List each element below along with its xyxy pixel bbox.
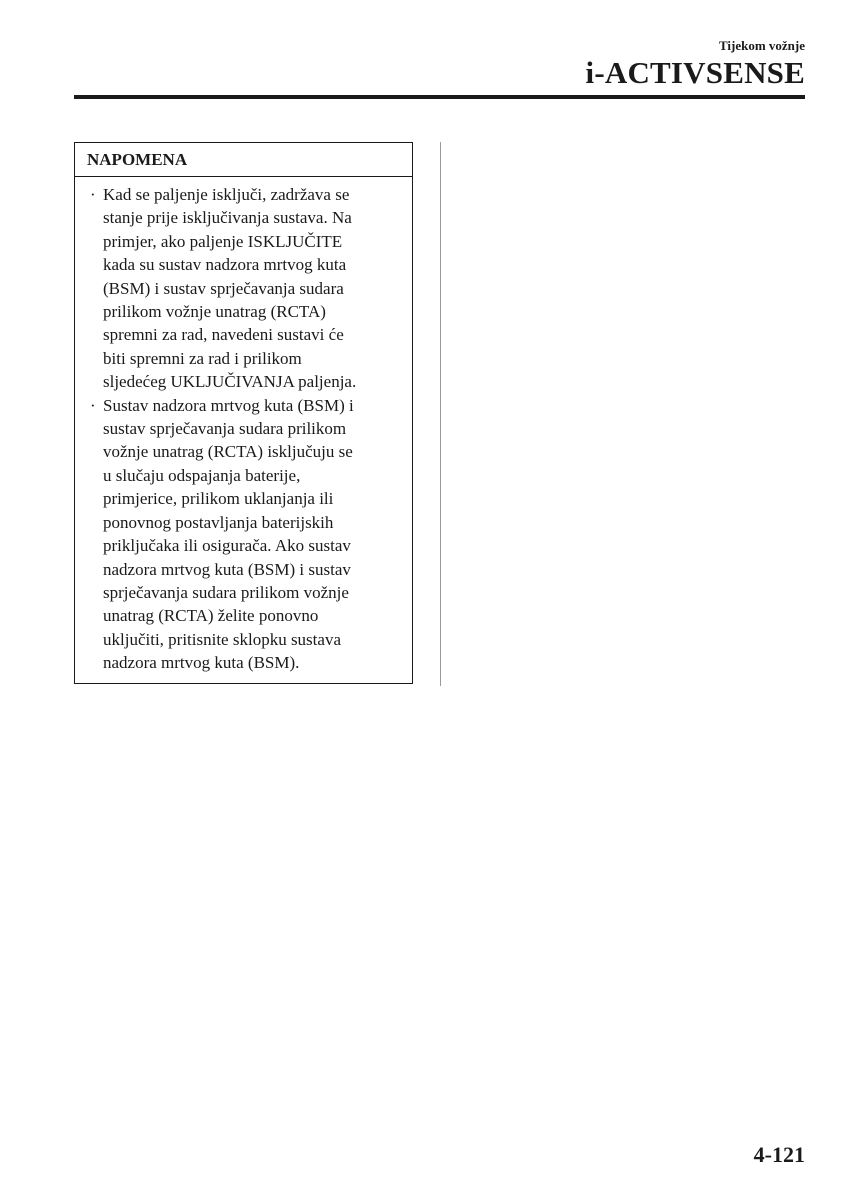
note-line: sljedećeg UKLJUČIVANJA paljenja. (103, 372, 357, 392)
note-line: stanje prije isključivanja sustava. Na (103, 208, 352, 228)
note-line: priključaka ili osigurača. Ako sustav (103, 536, 351, 556)
note-box (74, 142, 413, 684)
note-line: vožnje unatrag (RCTA) isključuju se (103, 442, 353, 462)
note-line: biti spremni za rad i prilikom (103, 348, 302, 368)
note-line: nadzora mrtvog kuta (BSM) i sustav (103, 559, 351, 579)
note-line: Kad se paljenje isključi, zadržava se (103, 185, 350, 204)
note-line: unatrag (RCTA) želite ponovno (103, 606, 319, 626)
bullet-icon: · (90, 395, 96, 415)
note-line: uključiti, pritisnite sklopku sustava (103, 629, 341, 649)
note-line: u slučaju odspajanja baterije, (103, 465, 301, 485)
chapter-heading: Tijekom vožnje (718, 38, 805, 53)
header-rule (74, 95, 805, 99)
note-line: kada su sustav nadzora mrtvog kuta (103, 255, 347, 275)
note-line: sprječavanja sudara prilikom vožnje (103, 582, 349, 602)
note-line: primjerice, prilikom uklanjanja ili (103, 489, 334, 509)
note-line: Sustav nadzora mrtvog kuta (BSM) i (103, 395, 354, 415)
note-line: ponovnog postavljanja baterijskih (103, 512, 334, 532)
note-heading: NAPOMENA (75, 143, 412, 177)
note-item (75, 394, 412, 675)
note-line: spremni za rad, navedeni sustavi će (103, 325, 344, 345)
note-list (75, 177, 412, 675)
note-line: primjer, ako paljenje ISKLJUČITE (103, 231, 343, 251)
bullet-icon: · (90, 185, 96, 204)
page-number: 4-121 (753, 1142, 805, 1167)
note-line: (BSM) i sustav sprječavanja sudara (103, 278, 344, 298)
section-title: i-ACTIVSENSE (585, 55, 805, 90)
column-divider (440, 142, 441, 686)
note-item (75, 183, 412, 394)
note-line: sustav sprječavanja sudara prilikom (103, 419, 347, 439)
note-line: prilikom vožnje unatrag (RCTA) (103, 302, 326, 322)
note-line: nadzora mrtvog kuta (BSM). (103, 653, 300, 673)
